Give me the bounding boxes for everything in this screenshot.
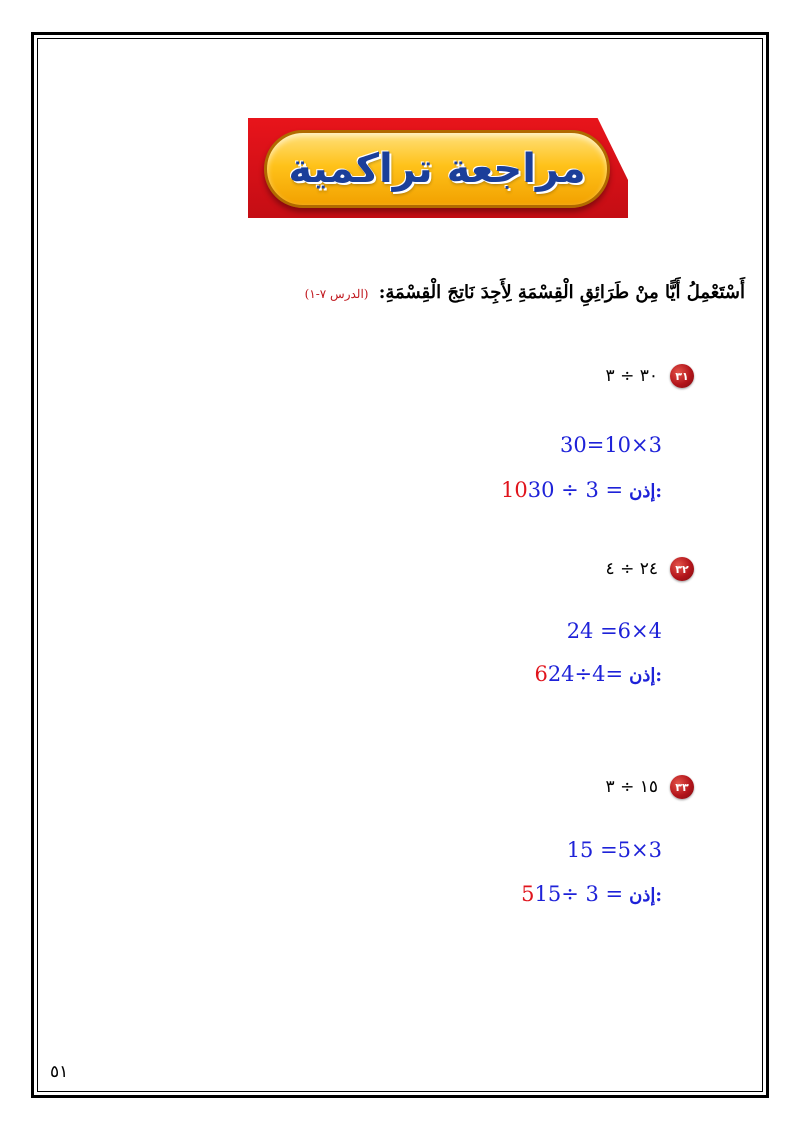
instruction [305,282,745,303]
problem-expression: ١٥ ÷ ٣ [605,777,658,797]
problem-31 [606,362,694,390]
problem-number-badge: ٣١ [670,364,694,388]
problem-33 [606,773,694,801]
therefore-label: إذن: [629,665,662,686]
problem-32 [606,555,694,583]
problem-number-badge: ٣٣ [670,775,694,799]
multiplication-fact: 24 =6×4 [566,619,662,643]
problem-number-badge: ٣٢ [670,557,694,581]
division-result [521,882,662,906]
division-result [534,662,662,686]
answer-value: 5 [521,882,535,906]
banner-pill [264,130,610,208]
division-equation: 24÷4= [547,662,624,686]
instruction-text: أَسْتَعْمِلُ أَيًّا مِنْ طَرَائِقِ الْقِسْمَةِ لِأَجِدَ نَاتِجَ الْقِسْمَةِ: [378,282,745,303]
answer-value: 10 [501,478,528,502]
division-result [501,478,662,502]
section-banner [248,118,628,220]
answer-value: 6 [534,662,548,686]
multiplication-fact: 15 =5×3 [566,838,662,862]
lesson-reference: (الدرس ٧-١) [304,287,369,301]
problem-expression: ٢٤ ÷ ٤ [605,559,658,579]
division-equation: 30 ÷ 3 = [527,478,624,502]
page-number: ٥١ [50,1062,69,1082]
section-title: مراجعة تراكمية [288,146,586,192]
multiplication-fact: 30=10×3 [560,433,662,457]
division-equation: 15÷ 3 = [534,882,624,906]
problem-expression: ٣٠ ÷ ٣ [605,366,658,386]
therefore-label: إذن: [629,481,662,502]
therefore-label: إذن: [629,885,662,906]
